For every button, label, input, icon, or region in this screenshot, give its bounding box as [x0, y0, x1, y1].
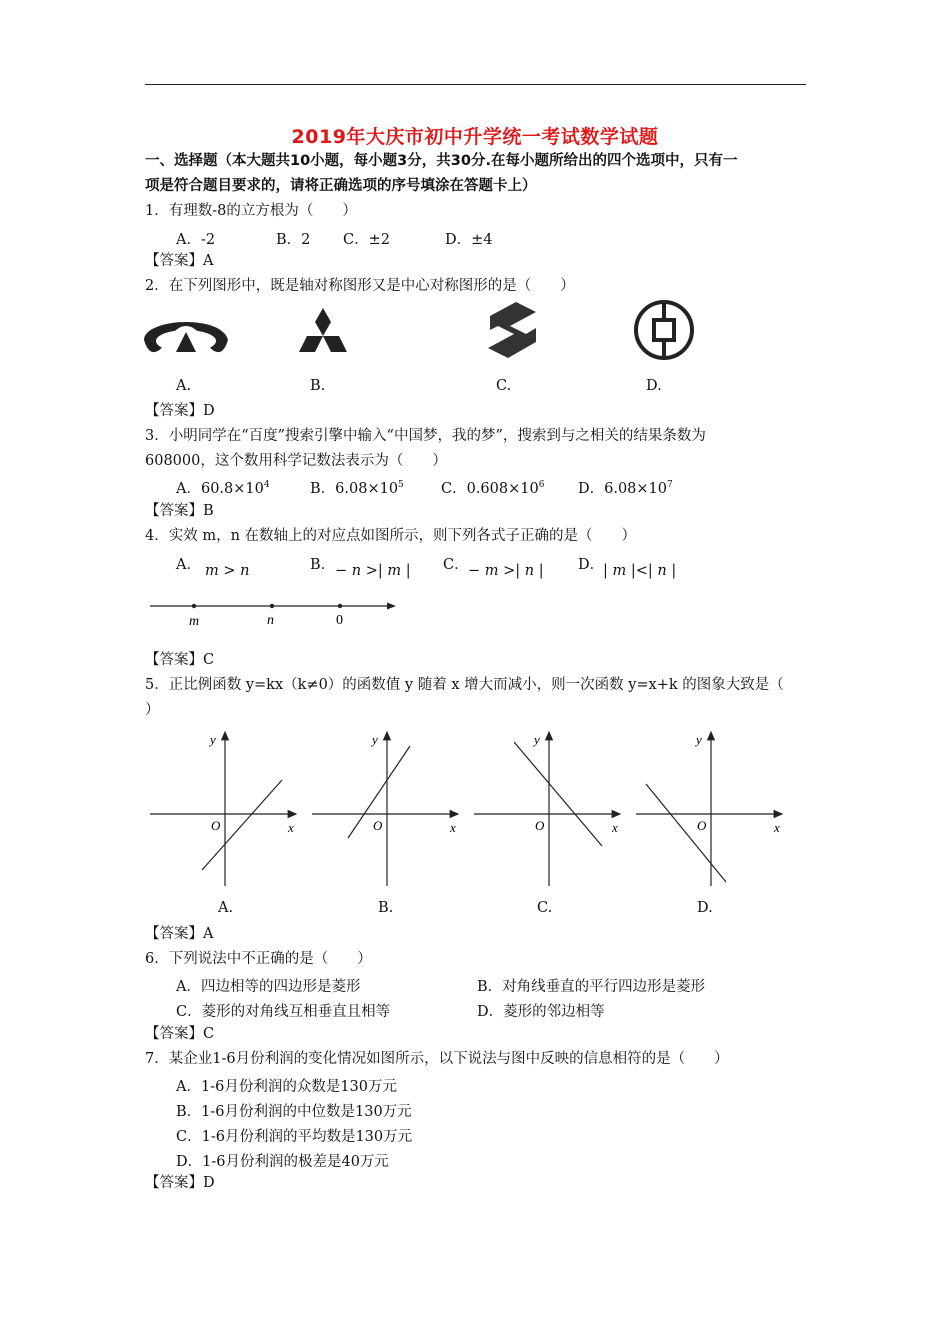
point-n: [270, 604, 274, 608]
q3-answer: 【答案】B: [145, 503, 214, 519]
q5-label-b: B.: [378, 900, 394, 916]
q4-number-line: [148, 596, 408, 636]
q2-label-d: D.: [646, 378, 662, 394]
svg-text:x: x: [774, 820, 780, 835]
q3-stem-line2: 608000，这个数用科学记数法表示为（ ）: [145, 453, 447, 469]
graph-b: [312, 732, 458, 886]
q6-option-b: B．对角线垂直的平行四边形是菱形: [477, 979, 706, 995]
q4-option-c-expr: − m >| n |: [468, 563, 544, 579]
q3-option-c: C．$0.608\times 10^6$: [441, 480, 545, 497]
q5-answer: 【答案】A: [145, 926, 214, 942]
point-m: [192, 604, 196, 608]
q4-stem: 4．实效 m，n 在数轴上的对应点如图所示，则下列各式子正确的是（ ）: [145, 528, 637, 544]
svg-text:O: O: [373, 818, 383, 833]
axis-label-zero: 0: [336, 613, 343, 628]
header-rule: [145, 84, 806, 85]
q6-stem: 6．下列说法中不正确的是（ ）: [145, 951, 372, 967]
q1-option-b: B．2: [276, 232, 311, 248]
q4-option-d-expr: | m |<| n |: [603, 563, 677, 579]
q5-label-a: A.: [218, 900, 234, 916]
page-title: 2019年大庆市初中升学统一考试数学试题: [291, 126, 659, 148]
infiniti-logo-icon: [144, 322, 228, 352]
q5-stem-line1: 5．正比例函数 y=kx（k≠0）的函数值 y 随着 x 增大而减小，则一次函数 y=x+k 的图象大致是（: [145, 677, 784, 693]
q4-answer: 【答案】C: [145, 652, 215, 668]
graph-a: [150, 732, 296, 886]
q2-answer: 【答案】D: [145, 403, 215, 419]
svg-text:y: y: [534, 732, 540, 747]
q4-option-c-label: C．: [443, 557, 469, 573]
q2-label-b: B.: [310, 378, 326, 394]
q7-option-a: A．1-6月份利润的众数是130万元: [176, 1079, 397, 1095]
svg-text:y: y: [210, 732, 216, 747]
s-logo-icon: [488, 302, 536, 358]
q7-option-b: B．1-6月份利润的中位数是130万元: [176, 1104, 412, 1120]
q6-option-a: A．四边相等的四边形是菱形: [176, 979, 361, 995]
q4-option-d-label: D．: [578, 557, 605, 573]
q7-option-c: C．1-6月份利润的平均数是130万元: [176, 1129, 413, 1145]
svg-text:x: x: [288, 820, 294, 835]
q6-option-d: D．菱形的邻边相等: [477, 1004, 605, 1020]
q4-option-a-label: A．: [176, 557, 201, 573]
svg-text:O: O: [211, 818, 221, 833]
q6-option-c: C．菱形的对角线互相垂直且相等: [176, 1004, 391, 1020]
graph-c: [474, 732, 620, 886]
q7-answer: 【答案】D: [145, 1175, 215, 1191]
svg-text:O: O: [697, 818, 707, 833]
section-heading-line2: 项是符合题目要求的，请将正确选项的序号填涂在答题卡上）: [145, 178, 537, 194]
point-zero: [338, 604, 342, 608]
q4-option-b-expr: − n >| m |: [335, 563, 411, 579]
q3-option-a: A．$60.8\times 10^4$: [176, 480, 270, 497]
q1-answer: 【答案】A: [145, 253, 214, 269]
q1-option-a: A．-2: [176, 232, 216, 248]
q1-stem: 1．有理数-8的立方根为（ ）: [145, 203, 357, 219]
q7-option-d: D．1-6月份利润的极差是40万元: [176, 1154, 389, 1170]
q3-option-b: B．$6.08\times 10^5$: [310, 480, 404, 497]
section-heading-line1: 一、选择题（本大题共10小题，每小题3分，共30分.在每小题所给出的四个选项中，只有一: [145, 153, 738, 169]
svg-text:y: y: [696, 732, 702, 747]
svg-text:x: x: [612, 820, 618, 835]
graph-d: [636, 732, 782, 886]
q5-label-d: D.: [697, 900, 713, 916]
q6-answer: 【答案】C: [145, 1026, 215, 1042]
axis-label-m: m: [189, 614, 200, 629]
q2-label-c: C.: [496, 378, 512, 394]
svg-text:O: O: [535, 818, 545, 833]
circle-square-logo-icon: [636, 302, 692, 358]
q2-stem: 2．在下列图形中，既是轴对称图形又是中心对称图形的是（ ）: [145, 278, 575, 294]
svg-text:y: y: [372, 732, 378, 747]
q5-graphs: [148, 728, 788, 888]
q3-stem-line1: 3．小明同学在“百度”搜索引擎中输入“中国梦，我的梦”，搜索到与之相关的结果条数为: [145, 428, 706, 444]
q2-label-a: A.: [176, 378, 192, 394]
q1-option-d: D．±4: [445, 232, 493, 248]
q4-option-b-label: B．: [310, 557, 336, 573]
three-diamond-logo-icon: [299, 308, 347, 352]
axis-label-n: n: [267, 613, 274, 628]
q1-option-c: C．±2: [343, 232, 390, 248]
q5-label-c: C.: [537, 900, 553, 916]
q2-figures: [142, 300, 702, 370]
q3-option-d: D．$6.08\times 10^7$: [578, 480, 673, 497]
q7-stem: 7．某企业1-6月份利润的变化情况如图所示，以下说法与图中反映的信息相符的是（ ）: [145, 1051, 729, 1067]
q4-option-a-expr: m > n: [205, 563, 250, 579]
q5-stem-line2: ）: [145, 702, 160, 718]
svg-text:x: x: [450, 820, 456, 835]
